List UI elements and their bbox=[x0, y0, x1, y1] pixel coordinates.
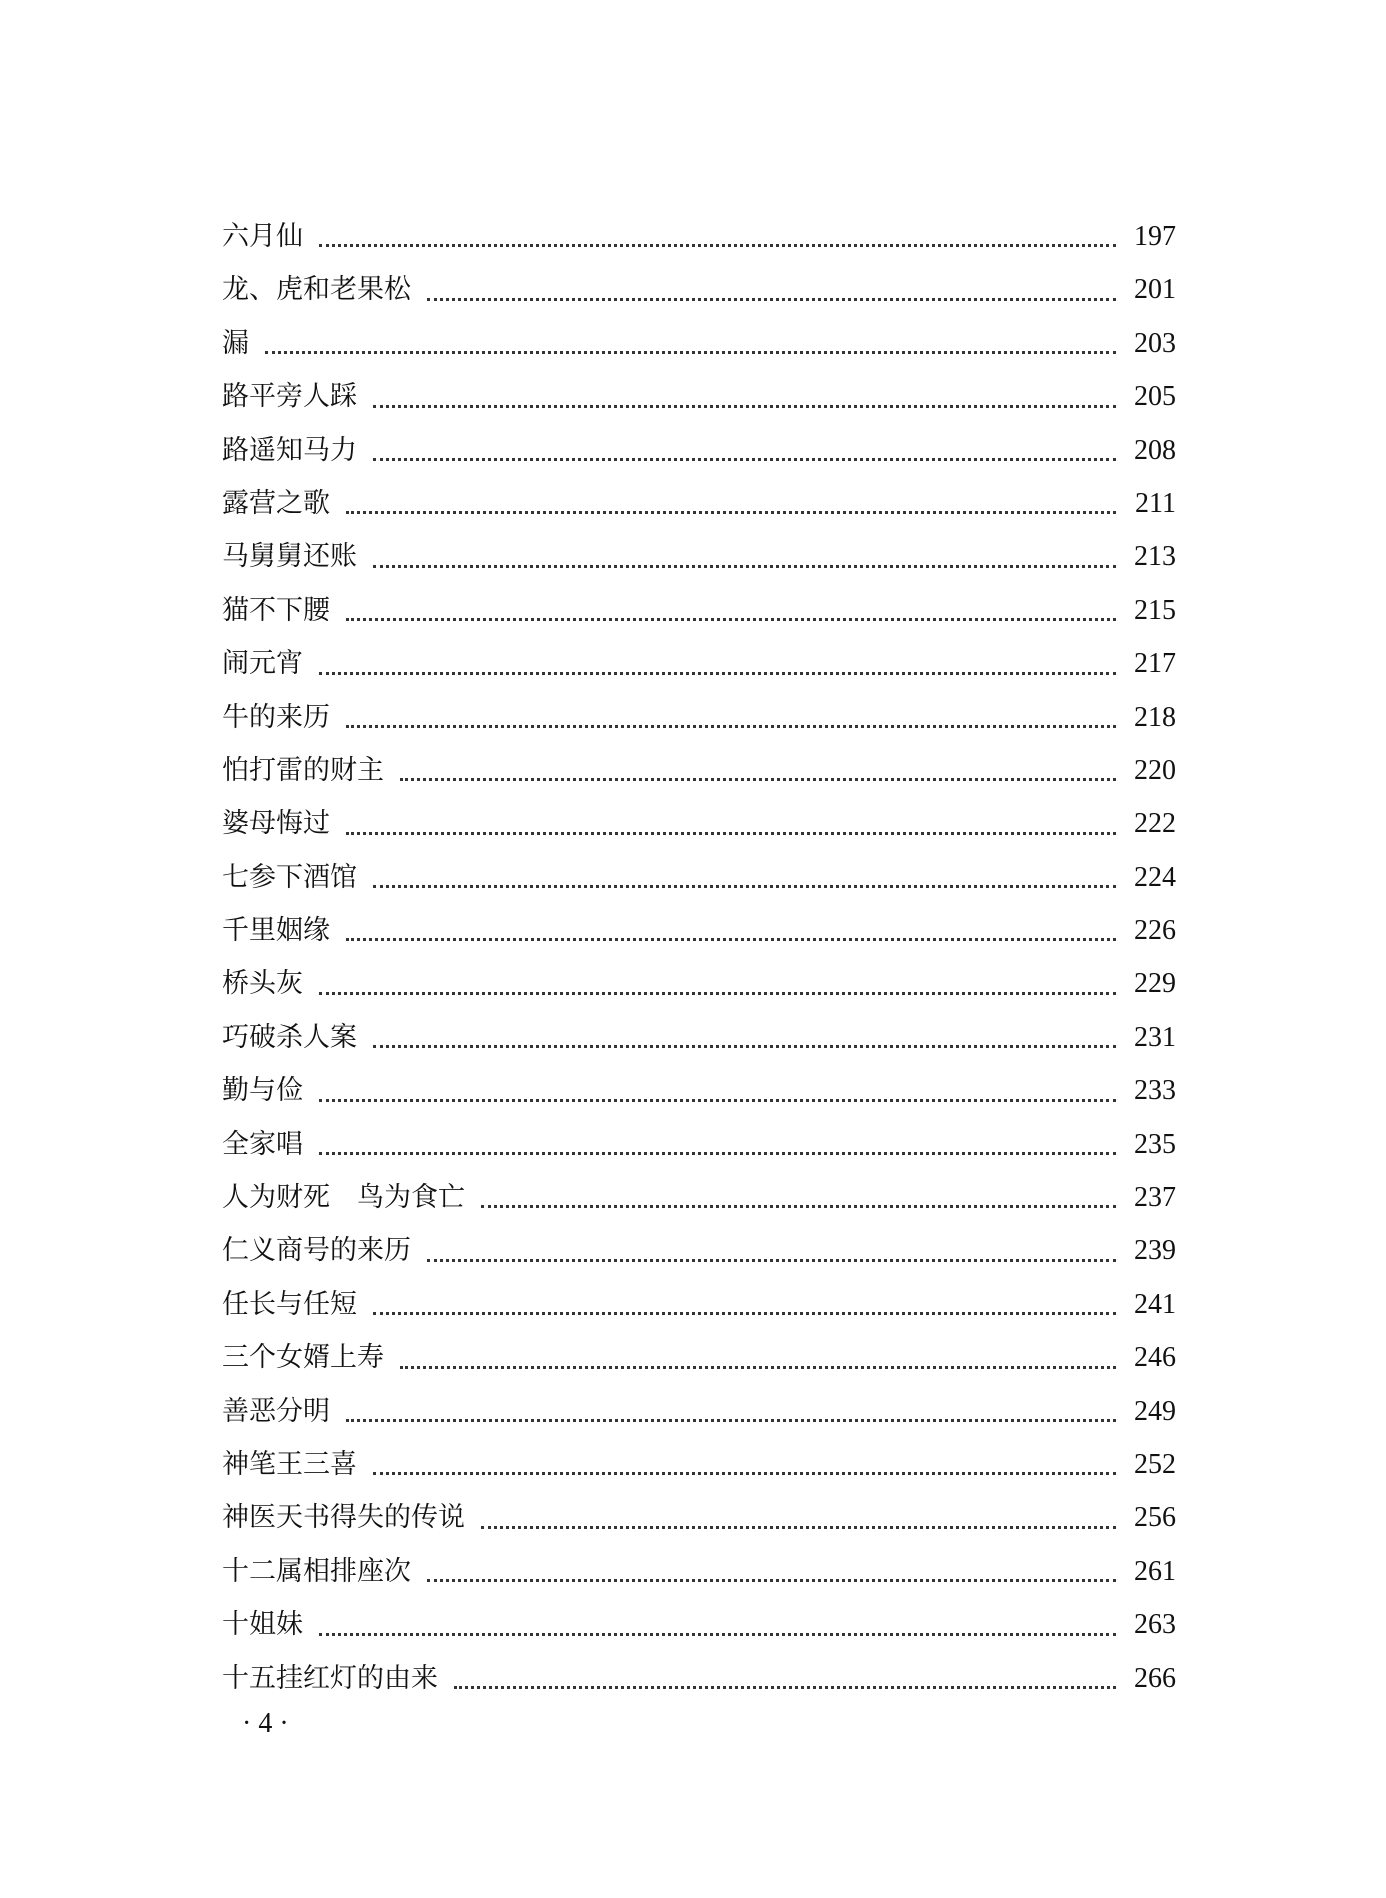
toc-entry bbox=[222, 851, 1176, 904]
dot-leader bbox=[346, 618, 1116, 621]
dot-leader bbox=[319, 672, 1116, 675]
toc-entry-title: 婆母悔过 bbox=[222, 808, 330, 840]
toc-entry-title: 千里姻缘 bbox=[222, 915, 330, 947]
toc-entry bbox=[222, 797, 1176, 850]
toc-entry-page: 197 bbox=[1134, 220, 1176, 252]
toc-entry-title: 善恶分明 bbox=[222, 1395, 330, 1427]
toc-entry bbox=[222, 637, 1176, 690]
toc-entry-page: 201 bbox=[1134, 274, 1176, 306]
toc-entry bbox=[222, 1652, 1176, 1705]
toc-entry bbox=[222, 370, 1176, 423]
dot-leader bbox=[427, 1579, 1116, 1582]
dot-leader bbox=[346, 511, 1116, 514]
toc-entry-page: 217 bbox=[1134, 648, 1176, 680]
toc-entry-title: 闹元宵 bbox=[222, 648, 303, 680]
toc-entry-page: 220 bbox=[1134, 754, 1176, 786]
dot-leader bbox=[481, 1526, 1116, 1529]
toc-entry-page: 249 bbox=[1134, 1395, 1176, 1427]
toc-entry-page: 211 bbox=[1135, 487, 1176, 519]
dot-leader bbox=[427, 298, 1116, 301]
toc-entry-title: 露营之歌 bbox=[222, 487, 330, 519]
toc-entry-page: 261 bbox=[1134, 1555, 1176, 1587]
toc-entry-page: 256 bbox=[1134, 1502, 1176, 1534]
toc-entry bbox=[222, 744, 1176, 797]
toc-entry bbox=[222, 530, 1176, 583]
toc-entry bbox=[222, 424, 1176, 477]
dot-leader bbox=[481, 1205, 1116, 1208]
toc-entry-title: 六月仙 bbox=[222, 220, 303, 252]
toc-entry-page: 246 bbox=[1134, 1342, 1176, 1374]
toc-entry-page: 229 bbox=[1134, 968, 1176, 1000]
dot-leader bbox=[319, 992, 1116, 995]
toc-entry bbox=[222, 584, 1176, 637]
toc-entry bbox=[222, 1438, 1176, 1491]
toc-entry-page: 213 bbox=[1134, 541, 1176, 573]
toc-entry-page: 203 bbox=[1134, 327, 1176, 359]
dot-leader bbox=[319, 244, 1116, 247]
toc-entry bbox=[222, 1491, 1176, 1544]
toc-entry-page: 252 bbox=[1134, 1448, 1176, 1480]
toc-entry-page: 235 bbox=[1134, 1128, 1176, 1160]
toc-entry bbox=[222, 1064, 1176, 1117]
dot-leader bbox=[319, 1633, 1116, 1636]
dot-leader bbox=[373, 405, 1116, 408]
toc-entry-page: 208 bbox=[1134, 434, 1176, 466]
toc-entry-title: 仁义商号的来历 bbox=[222, 1235, 411, 1267]
toc-entry bbox=[222, 1278, 1176, 1331]
toc-entry-page: 239 bbox=[1134, 1235, 1176, 1267]
table-of-contents bbox=[222, 210, 1176, 1705]
dot-leader bbox=[265, 351, 1116, 354]
toc-entry bbox=[222, 1331, 1176, 1384]
toc-entry-page: 205 bbox=[1134, 381, 1176, 413]
dot-leader bbox=[346, 938, 1116, 941]
dot-leader bbox=[319, 1152, 1116, 1155]
toc-entry-page: 241 bbox=[1134, 1288, 1176, 1320]
dot-leader bbox=[373, 1045, 1116, 1048]
toc-entry-title: 牛的来历 bbox=[222, 701, 330, 733]
dot-leader bbox=[373, 885, 1116, 888]
toc-entry-page: 224 bbox=[1134, 861, 1176, 893]
toc-entry-title: 神笔王三喜 bbox=[222, 1448, 357, 1480]
toc-entry-title: 三个女婿上寿 bbox=[222, 1342, 384, 1374]
page-number: · 4 · bbox=[242, 1708, 289, 1739]
toc-entry-page: 233 bbox=[1134, 1075, 1176, 1107]
dot-leader bbox=[400, 778, 1116, 781]
toc-entry bbox=[222, 1011, 1176, 1064]
dot-leader bbox=[373, 458, 1116, 461]
dot-leader bbox=[373, 1312, 1116, 1315]
toc-entry-page: 215 bbox=[1134, 594, 1176, 626]
toc-entry bbox=[222, 1224, 1176, 1277]
toc-entry bbox=[222, 1118, 1176, 1171]
toc-entry bbox=[222, 1545, 1176, 1598]
toc-entry-title: 路平旁人踩 bbox=[222, 381, 357, 413]
toc-entry bbox=[222, 904, 1176, 957]
dot-leader bbox=[346, 832, 1116, 835]
toc-entry-page: 263 bbox=[1134, 1609, 1176, 1641]
toc-entry-title: 人为财死 鸟为食亡 bbox=[222, 1182, 465, 1214]
toc-entry bbox=[222, 691, 1176, 744]
toc-entry bbox=[222, 957, 1176, 1010]
dot-leader bbox=[346, 725, 1116, 728]
toc-entry-page: 222 bbox=[1134, 808, 1176, 840]
toc-entry-title: 马舅舅还账 bbox=[222, 541, 357, 573]
toc-entry-title: 全家唱 bbox=[222, 1128, 303, 1160]
toc-entry bbox=[222, 477, 1176, 530]
toc-entry-page: 218 bbox=[1134, 701, 1176, 733]
toc-entry-title: 猫不下腰 bbox=[222, 594, 330, 626]
dot-leader bbox=[319, 1099, 1116, 1102]
toc-entry bbox=[222, 317, 1176, 370]
toc-entry-title: 桥头灰 bbox=[222, 968, 303, 1000]
dot-leader bbox=[427, 1259, 1116, 1262]
toc-entry bbox=[222, 263, 1176, 316]
toc-entry-title: 十二属相排座次 bbox=[222, 1555, 411, 1587]
dot-leader bbox=[454, 1686, 1116, 1689]
toc-entry-page: 226 bbox=[1134, 915, 1176, 947]
toc-entry-title: 怕打雷的财主 bbox=[222, 754, 384, 786]
dot-leader bbox=[346, 1419, 1116, 1422]
toc-entry-title: 龙、虎和老果松 bbox=[222, 274, 411, 306]
dot-leader bbox=[373, 565, 1116, 568]
toc-entry-page: 266 bbox=[1134, 1662, 1176, 1694]
toc-entry-title: 任长与任短 bbox=[222, 1288, 357, 1320]
toc-entry bbox=[222, 210, 1176, 263]
toc-entry-page: 237 bbox=[1134, 1182, 1176, 1214]
toc-entry-title: 神医天书得失的传说 bbox=[222, 1502, 465, 1534]
toc-entry-page: 231 bbox=[1134, 1021, 1176, 1053]
dot-leader bbox=[373, 1472, 1116, 1475]
toc-entry-title: 七参下酒馆 bbox=[222, 861, 357, 893]
toc-entry-title: 漏 bbox=[222, 327, 249, 359]
toc-entry-title: 十姐妹 bbox=[222, 1609, 303, 1641]
toc-entry-title: 巧破杀人案 bbox=[222, 1021, 357, 1053]
toc-entry-title: 勤与俭 bbox=[222, 1075, 303, 1107]
toc-entry bbox=[222, 1171, 1176, 1224]
toc-entry bbox=[222, 1598, 1176, 1651]
toc-entry-title: 路遥知马力 bbox=[222, 434, 357, 466]
dot-leader bbox=[400, 1366, 1116, 1369]
toc-entry bbox=[222, 1385, 1176, 1438]
toc-entry-title: 十五挂红灯的由来 bbox=[222, 1662, 438, 1694]
